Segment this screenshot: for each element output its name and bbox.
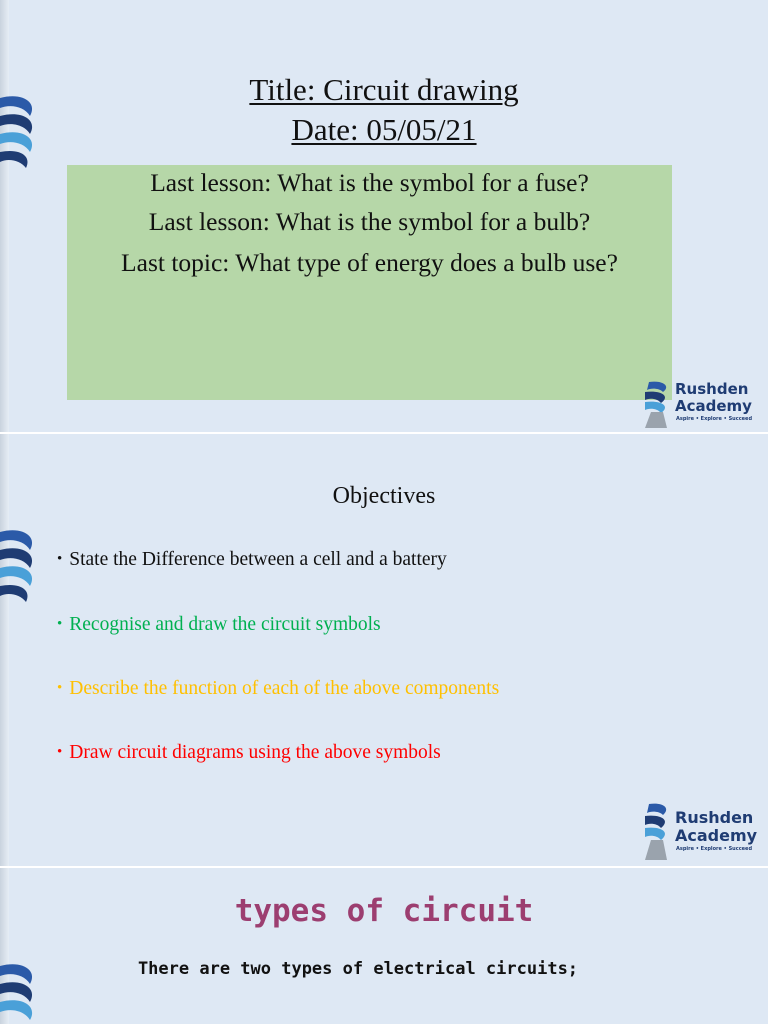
bullet-dot: •: [57, 744, 63, 760]
logo-name-line1: Rushden: [675, 380, 749, 398]
academy-logo: [641, 380, 761, 430]
recall-question: Last lesson: What is the symbol for a fuse?: [150, 168, 589, 197]
slide-types-of-circuit: [0, 868, 768, 1024]
academy-swoosh-icon: [0, 524, 40, 614]
types-of-circuit-heading: types of circuit: [234, 893, 534, 929]
bullet-dot: •: [57, 551, 63, 567]
objective-item: • Draw circuit diagrams using the above symbols: [57, 742, 441, 763]
slide-title: [0, 0, 768, 432]
recall-question: Last lesson: What is the symbol for a bulb?: [148, 207, 591, 236]
logo-tagline: Aspire • Explore • Succeed: [676, 846, 753, 852]
recall-questions-box: [67, 165, 672, 400]
logo-name-line2: Academy: [675, 826, 758, 845]
academy-logo: [641, 802, 761, 862]
bullet-dot: •: [57, 616, 63, 632]
slide-objectives: [0, 434, 768, 866]
objectives-heading: Objectives: [332, 483, 436, 509]
academy-swoosh-icon: [641, 380, 677, 428]
page-date: Date: 05/05/21: [291, 112, 477, 147]
recall-question: Last topic: What type of energy does a bulb use?: [121, 248, 618, 277]
objective-item: • Describe the function of each of the above components: [57, 678, 500, 699]
logo-name-line1: Rushden: [675, 808, 754, 827]
types-of-circuit-subtitle: There are two types of electrical circuits;: [137, 959, 579, 979]
logo-tagline: Aspire • Explore • Succeed: [676, 416, 753, 422]
objective-item: • State the Difference between a cell and a battery: [57, 549, 447, 570]
page-title: Title: Circuit drawing: [249, 72, 519, 107]
logo-name-line2: Academy: [675, 397, 752, 415]
objective-item: • Recognise and draw the circuit symbols: [57, 614, 381, 635]
slide-left-edge: [0, 0, 9, 432]
academy-swoosh-icon: [641, 802, 677, 860]
bullet-dot: •: [57, 680, 63, 696]
